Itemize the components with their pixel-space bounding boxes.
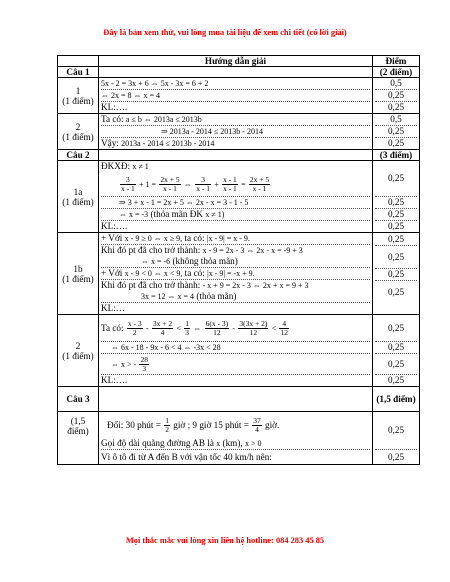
cau2-q1b-label: 1b (1 điểm) (58, 233, 99, 315)
cau3-scores: 0,25 0,25 (373, 412, 420, 465)
cau2-q2-solution: Ta có: $\frac{x - 3}{2}$ - $\frac{3x + 2}{4}$ < $\frac{1}{3}$ ⇔ $\frac{6(x - 3)}{12}$ - $\frac{3(3x + 2)}{12}$ < $\frac{4}{12}$ ⇔ 6x - 18 - 9x - 6 < 4 ⇔ -3x < 28 ⇔ x > - $\frac{28}{3}$ KL:…. (99, 315, 373, 387)
cau2-q1a-scores: 0,25 0,25 0,25 0,25 (373, 161, 420, 233)
cau2-points: (3 điểm) (373, 150, 420, 161)
preview-banner: Đây là bản xem thử, vui lòng mua tài liệu để xem chi tiết (có lời giải) (103, 28, 347, 37)
cau2-q1a-solution: ĐKXĐ: x ≠ 1 $\frac{3}{x - 1}$ + 1 = $\frac{2x + 5}{x - 1}$ ⇔ $\frac{3}{x - 1}$ + $\frac{x - 1}{x - 1}$ = $\frac{2x + 5}{x - 1}$ ⇒ 3 + x - 1 = 2x + 5 ⇔ 2x - x = 3 - 1 - 5 ⇔ x = -3 (thỏa mãn ĐK x ≠ 1) KL:…. (99, 161, 373, 233)
cau1-q1-scores: 0,5 0,25 0,25 (373, 78, 420, 114)
header-guide: Hướng dẫn giải (99, 56, 373, 67)
cau2-q1b-solution: + Với x - 9 ≥ 0 ⇔ x ≥ 9, ta có: |x - 9| = x - 9. Khi đó pt đã cho trở thành: x - 9 = 2x - 3 ⇔ 2x - x = -9 + 3 ⇔ x = -6 (không thỏa mãn) + Với x - 9 < 0 ⇔ x < 9, ta có: |x - 9| = -x + 9. Khi đó pt đã cho trở thành: - x + 9 = 2x - 3 ⇔ 2x + x = 9 + 3 3x = 12 ⇔ x = 4 (thỏa mãn) KL:… (99, 233, 373, 315)
cau1-q2-solution: Ta có: a ≤ b ⇔ 2013a ≤ 2013b ⇒ 2013a - 2014 ≤ 2013b - 2014 Vậy: 2013a - 2014 ≤ 2013b - 2014 (99, 114, 373, 150)
answer-table (57, 55, 420, 465)
cau1-q2-scores: 0,5 0,25 0,25 (373, 114, 420, 150)
cau2-q2-scores: 0,25 0,25 0,25 0,25 (373, 315, 420, 387)
cau1-q2-label: 2 (1 điểm) (58, 114, 99, 150)
hotline-banner: Mọi thắc mắc vui lòng xin liên hệ hotline: 084 283 45 85 (125, 536, 325, 545)
header-blank (58, 56, 99, 67)
cau2-q2-label: 2 (1 điểm) (58, 315, 99, 387)
cau3-points: (1,5 điểm) (373, 387, 420, 412)
header-score: Điểm (373, 56, 420, 67)
cau3-solution: Đổi: 30 phút = $\frac{1}{2}$ giờ ; 9 giờ 15 phút = $\frac{37}{4}$ giờ. Gọi độ dài quãng đường AB là x (km), x > 0 Vì ô tô đi từ A đến B với vận tốc 40 km/h nên: (99, 412, 373, 465)
cau1-title: Câu 1 (58, 67, 99, 78)
cau2-q1a-label: 1a (1 điểm) (58, 161, 99, 233)
cau3-label: (1,5 điểm) (58, 412, 99, 465)
cau1-points: (2 điểm) (373, 67, 420, 78)
cau1-q1-solution: 5x - 2 = 3x + 6 ⇔ 5x - 3x = 6 + 2 ⇔ 2x = 8 ⇔ x = 4 KL:…. (99, 78, 373, 114)
cau2-title: Câu 2 (58, 150, 99, 161)
cau3-title: Câu 3 (58, 387, 99, 412)
cau2-q1b-scores: 0,25 0,25 0,25 0,25 (373, 233, 420, 315)
cau1-q1-label: 1 (1 điểm) (58, 78, 99, 114)
